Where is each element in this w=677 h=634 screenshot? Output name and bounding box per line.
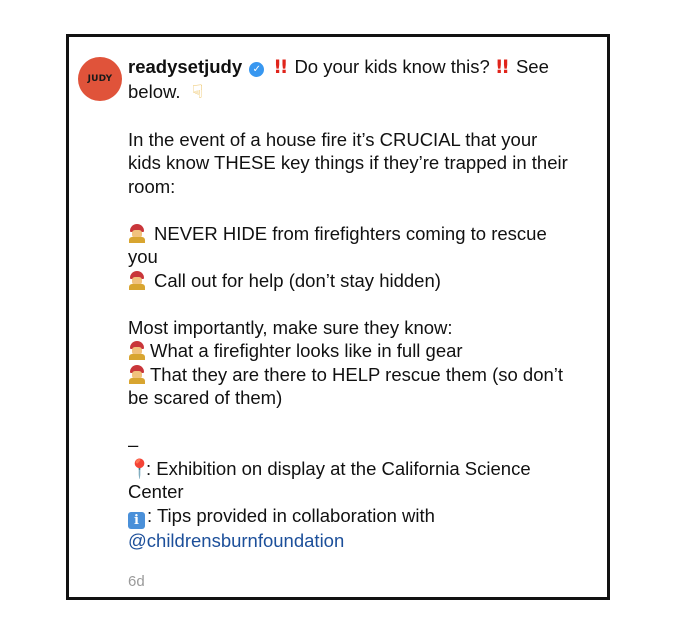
pointing-down-icon: ☟ bbox=[191, 81, 204, 103]
verified-badge-icon: ✓ bbox=[249, 62, 264, 77]
mention-line bbox=[128, 529, 610, 553]
tips-source-text: : Tips provided in collaboration with bbox=[147, 504, 435, 526]
know-gear bbox=[128, 339, 610, 363]
firefighter-icon bbox=[128, 365, 146, 384]
avatar-logo-text: JUDY bbox=[87, 74, 113, 84]
know-help bbox=[128, 363, 610, 387]
double-exclamation-icon: !! bbox=[273, 57, 287, 78]
firefighter-icon bbox=[128, 341, 146, 360]
intro-line-1: In the event of a house fire it’s CRUCIAL that your bbox=[128, 128, 538, 150]
intro-line-2: kids know THESE key things if they’re trapped in their bbox=[128, 152, 568, 173]
post-card bbox=[66, 34, 610, 600]
avatar[interactable] bbox=[78, 57, 122, 101]
tip-never-hide-text: NEVER HIDE from firefighters coming to rescue bbox=[154, 222, 547, 244]
exhibition-continued: Center bbox=[128, 481, 184, 502]
caption-headline: Do your kids know this? bbox=[294, 56, 490, 77]
firefighter-icon bbox=[128, 224, 146, 243]
mention-link[interactable]: @childrensburnfoundation bbox=[128, 529, 345, 551]
caption-line-below bbox=[128, 80, 610, 105]
tip-never-hide bbox=[128, 222, 610, 246]
know-gear-text: What a firefighter looks like in full gear bbox=[150, 340, 463, 361]
tip-never-hide-continued: you bbox=[128, 246, 158, 267]
know-help-text: That they are there to HELP rescue them (so don’t bbox=[150, 363, 564, 385]
post-caption bbox=[128, 55, 610, 552]
double-exclamation-icon: !! bbox=[494, 57, 508, 78]
tip-call-out bbox=[128, 269, 610, 293]
round-pushpin-icon: 📍 bbox=[128, 457, 152, 479]
exhibition-line bbox=[128, 457, 610, 481]
separator-dash: – bbox=[128, 434, 139, 455]
exhibition-text: : Exhibition on display at the California Science bbox=[146, 457, 531, 479]
caption-headline-tail: See bbox=[515, 56, 549, 77]
firefighter-icon bbox=[128, 271, 146, 290]
username-link[interactable]: readysetjudy bbox=[128, 56, 243, 77]
important-heading: Most importantly, make sure they know: bbox=[128, 316, 453, 338]
tip-call-out-text: Call out for help (don’t stay hidden) bbox=[154, 269, 441, 291]
caption-header-line bbox=[128, 55, 610, 80]
information-icon: i bbox=[128, 512, 145, 529]
know-help-continued: be scared of them) bbox=[128, 387, 283, 408]
intro-line-3: room: bbox=[128, 175, 176, 197]
caption-below-text: below. bbox=[128, 80, 181, 102]
post-timestamp[interactable]: 6d bbox=[128, 573, 145, 590]
tips-source-line bbox=[128, 504, 610, 529]
